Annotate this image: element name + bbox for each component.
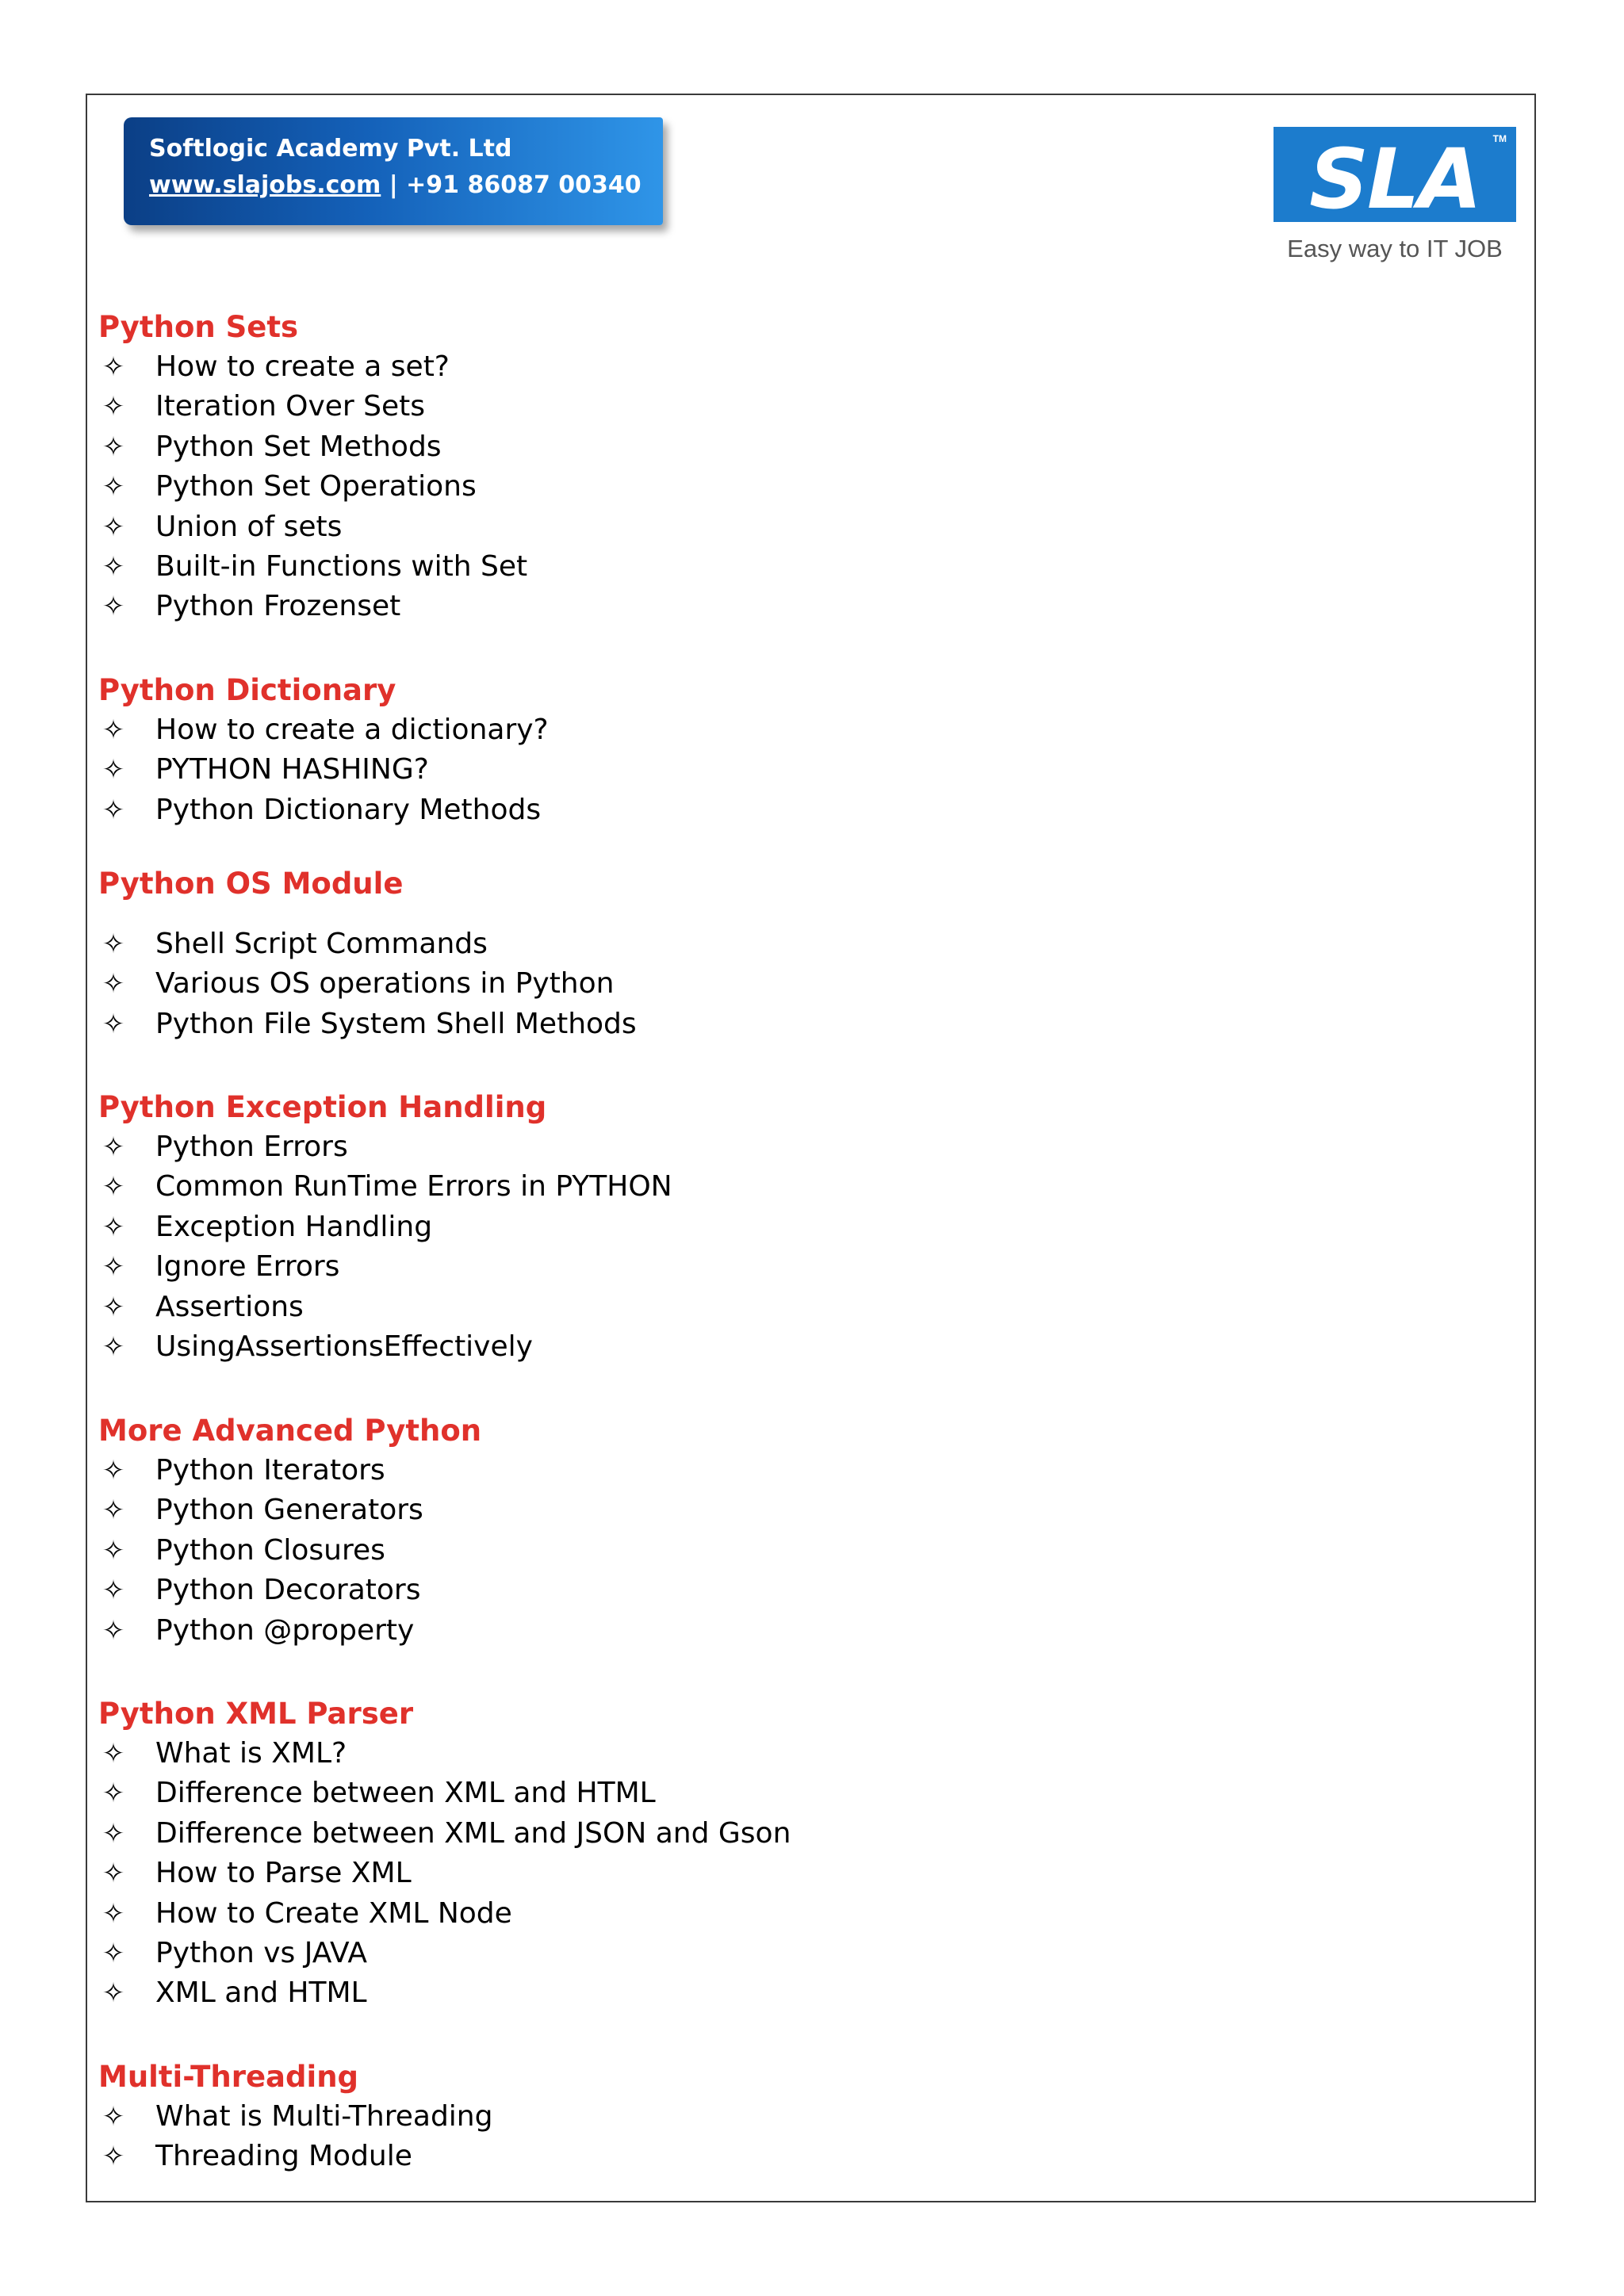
star-bullet-icon: ✧ bbox=[102, 591, 125, 623]
star-bullet-icon: ✧ bbox=[102, 1008, 125, 1040]
section-python-dictionary bbox=[98, 671, 549, 830]
section-title: Python Exception Handling bbox=[98, 1090, 547, 1124]
star-bullet-icon: ✧ bbox=[102, 714, 125, 746]
list-item-text: Difference between XML and JSON and Gson bbox=[155, 1816, 791, 1850]
list-item-text: Python Errors bbox=[155, 1131, 348, 1163]
star-bullet-icon: ✧ bbox=[102, 968, 125, 1001]
star-bullet-icon: ✧ bbox=[102, 471, 125, 503]
list-item bbox=[98, 1167, 672, 1207]
phone-number: +91 86087 00340 bbox=[406, 171, 642, 199]
star-bullet-icon: ✧ bbox=[102, 1977, 125, 2010]
star-bullet-icon: ✧ bbox=[102, 391, 125, 423]
company-banner bbox=[124, 117, 663, 225]
star-bullet-icon: ✧ bbox=[102, 1777, 125, 1810]
list-item bbox=[98, 507, 343, 547]
list-item-text: Threading Module bbox=[155, 2140, 412, 2173]
star-bullet-icon: ✧ bbox=[102, 1291, 125, 1323]
list-item-text: Python Dictionary Methods bbox=[155, 793, 542, 826]
section-python-xml-parser bbox=[98, 1694, 791, 2014]
list-item-text: Built-in Functions with Set bbox=[155, 549, 528, 583]
section-title: More Advanced Python bbox=[98, 1414, 482, 1448]
list-item bbox=[98, 1327, 546, 1367]
star-bullet-icon: ✧ bbox=[102, 1614, 125, 1647]
list-item bbox=[98, 1734, 413, 1774]
list-item bbox=[98, 790, 542, 830]
list-item-text: Difference between XML and HTML bbox=[155, 1777, 656, 1810]
list-item-text: Python Frozenset bbox=[155, 590, 401, 623]
list-item bbox=[98, 1127, 546, 1167]
list-item bbox=[98, 1531, 481, 1571]
contact-line bbox=[149, 171, 642, 199]
company-name: Softlogic Academy Pvt. Ltd bbox=[149, 135, 512, 163]
list-item bbox=[98, 1004, 637, 1044]
star-bullet-icon: ✧ bbox=[102, 1171, 125, 1203]
list-item bbox=[98, 347, 450, 387]
star-bullet-icon: ✧ bbox=[102, 1738, 125, 1770]
website-link[interactable]: www.slajobs.com bbox=[149, 171, 381, 199]
list-item bbox=[98, 467, 477, 507]
list-item-text: Python File System Shell Methods bbox=[155, 1007, 637, 1040]
list-item bbox=[98, 547, 528, 587]
list-item-text: Python Closures bbox=[155, 1533, 385, 1567]
list-item bbox=[98, 1490, 481, 1530]
list-item bbox=[98, 750, 429, 790]
star-bullet-icon: ✧ bbox=[102, 928, 125, 960]
list-item bbox=[98, 387, 426, 427]
list-item-text: Iteration Over Sets bbox=[155, 390, 426, 423]
section-title: Python OS Module bbox=[98, 867, 404, 901]
list-item-text: Python Generators bbox=[155, 1494, 423, 1527]
list-item bbox=[98, 1894, 512, 1934]
star-bullet-icon: ✧ bbox=[102, 2101, 125, 2133]
list-item-text: Python Decorators bbox=[155, 1574, 421, 1607]
star-bullet-icon: ✧ bbox=[102, 1131, 125, 1163]
star-bullet-icon: ✧ bbox=[102, 1211, 125, 1243]
list-item-text: Python vs JAVA bbox=[155, 1936, 367, 1969]
star-bullet-icon: ✧ bbox=[102, 1330, 125, 1363]
logo-tagline: Easy way to IT JOB bbox=[1287, 235, 1503, 262]
list-item bbox=[98, 2137, 412, 2176]
list-item bbox=[98, 427, 442, 467]
list-item bbox=[98, 964, 615, 1004]
list-item bbox=[98, 1611, 481, 1651]
list-item-text: Shell Script Commands bbox=[155, 928, 488, 960]
list-item-text: What is Multi-Threading bbox=[155, 2100, 493, 2133]
list-item-text: Python Set Operations bbox=[155, 470, 477, 503]
list-item-text: Exception Handling bbox=[155, 1210, 433, 1243]
logo-trademark: TM bbox=[1492, 133, 1507, 144]
star-bullet-icon: ✧ bbox=[102, 1455, 125, 1487]
star-bullet-icon: ✧ bbox=[102, 351, 125, 383]
section-title: Python Sets bbox=[98, 310, 299, 344]
list-item-text: How to Parse XML bbox=[155, 1857, 412, 1890]
star-bullet-icon: ✧ bbox=[102, 1817, 125, 1850]
star-bullet-icon: ✧ bbox=[102, 1534, 125, 1567]
star-bullet-icon: ✧ bbox=[102, 1937, 125, 1969]
list-item-text: Union of sets bbox=[155, 510, 343, 543]
sla-logo bbox=[1272, 119, 1518, 270]
list-item bbox=[98, 1451, 481, 1490]
list-item bbox=[98, 1774, 656, 1813]
star-bullet-icon: ✧ bbox=[102, 2141, 125, 2173]
star-bullet-icon: ✧ bbox=[102, 754, 125, 786]
section-python-exception-handling bbox=[98, 1088, 672, 1367]
list-item-text: How to create a dictionary? bbox=[155, 714, 549, 746]
star-bullet-icon: ✧ bbox=[102, 1251, 125, 1284]
section-multi-threading bbox=[98, 2057, 493, 2177]
star-bullet-icon: ✧ bbox=[102, 1494, 125, 1527]
list-item-text: How to create a set? bbox=[155, 350, 450, 383]
list-item bbox=[98, 1814, 791, 1854]
list-item-text: Python @property bbox=[155, 1613, 415, 1647]
list-item-text: Python Set Methods bbox=[155, 430, 442, 463]
section-more-advanced-python bbox=[98, 1411, 481, 1651]
list-item-text: XML and HTML bbox=[155, 1976, 367, 2010]
section-python-os-module bbox=[98, 864, 637, 1044]
list-item-text: Various OS operations in Python bbox=[155, 967, 615, 1001]
star-bullet-icon: ✧ bbox=[102, 1858, 125, 1890]
list-item-text: UsingAssertionsEffectively bbox=[155, 1330, 533, 1363]
star-bullet-icon: ✧ bbox=[102, 1575, 125, 1607]
star-bullet-icon: ✧ bbox=[102, 794, 125, 826]
section-title: Multi-Threading bbox=[98, 2060, 359, 2094]
star-bullet-icon: ✧ bbox=[102, 511, 125, 543]
section-python-sets bbox=[98, 308, 528, 627]
list-item bbox=[98, 1247, 546, 1287]
list-item bbox=[98, 710, 549, 750]
list-item-text: What is XML? bbox=[155, 1737, 347, 1770]
list-item-text: Ignore Errors bbox=[155, 1250, 340, 1284]
star-bullet-icon: ✧ bbox=[102, 550, 125, 583]
contact-separator: | bbox=[381, 171, 407, 199]
section-title: Python Dictionary bbox=[98, 673, 396, 707]
list-item bbox=[98, 587, 401, 626]
list-item-text: Common RunTime Errors in PYTHON bbox=[155, 1170, 672, 1203]
list-item-text: PYTHON HASHING? bbox=[155, 753, 429, 786]
logo-text: SLA bbox=[1309, 131, 1480, 228]
star-bullet-icon: ✧ bbox=[102, 1897, 125, 1930]
list-item-text: How to Create XML Node bbox=[155, 1896, 512, 1930]
list-item bbox=[98, 1288, 546, 1327]
list-item bbox=[98, 1854, 413, 1893]
list-item bbox=[98, 1973, 413, 2013]
list-item bbox=[98, 1934, 413, 1973]
star-bullet-icon: ✧ bbox=[102, 430, 125, 463]
list-item-text: Python Iterators bbox=[155, 1454, 385, 1487]
list-item bbox=[98, 924, 488, 964]
list-item bbox=[98, 2097, 493, 2137]
logo-mark bbox=[1274, 127, 1516, 228]
list-item bbox=[98, 1571, 481, 1610]
list-item bbox=[98, 1207, 546, 1247]
section-title: Python XML Parser bbox=[98, 1697, 414, 1731]
list-item-text: Assertions bbox=[155, 1290, 304, 1323]
